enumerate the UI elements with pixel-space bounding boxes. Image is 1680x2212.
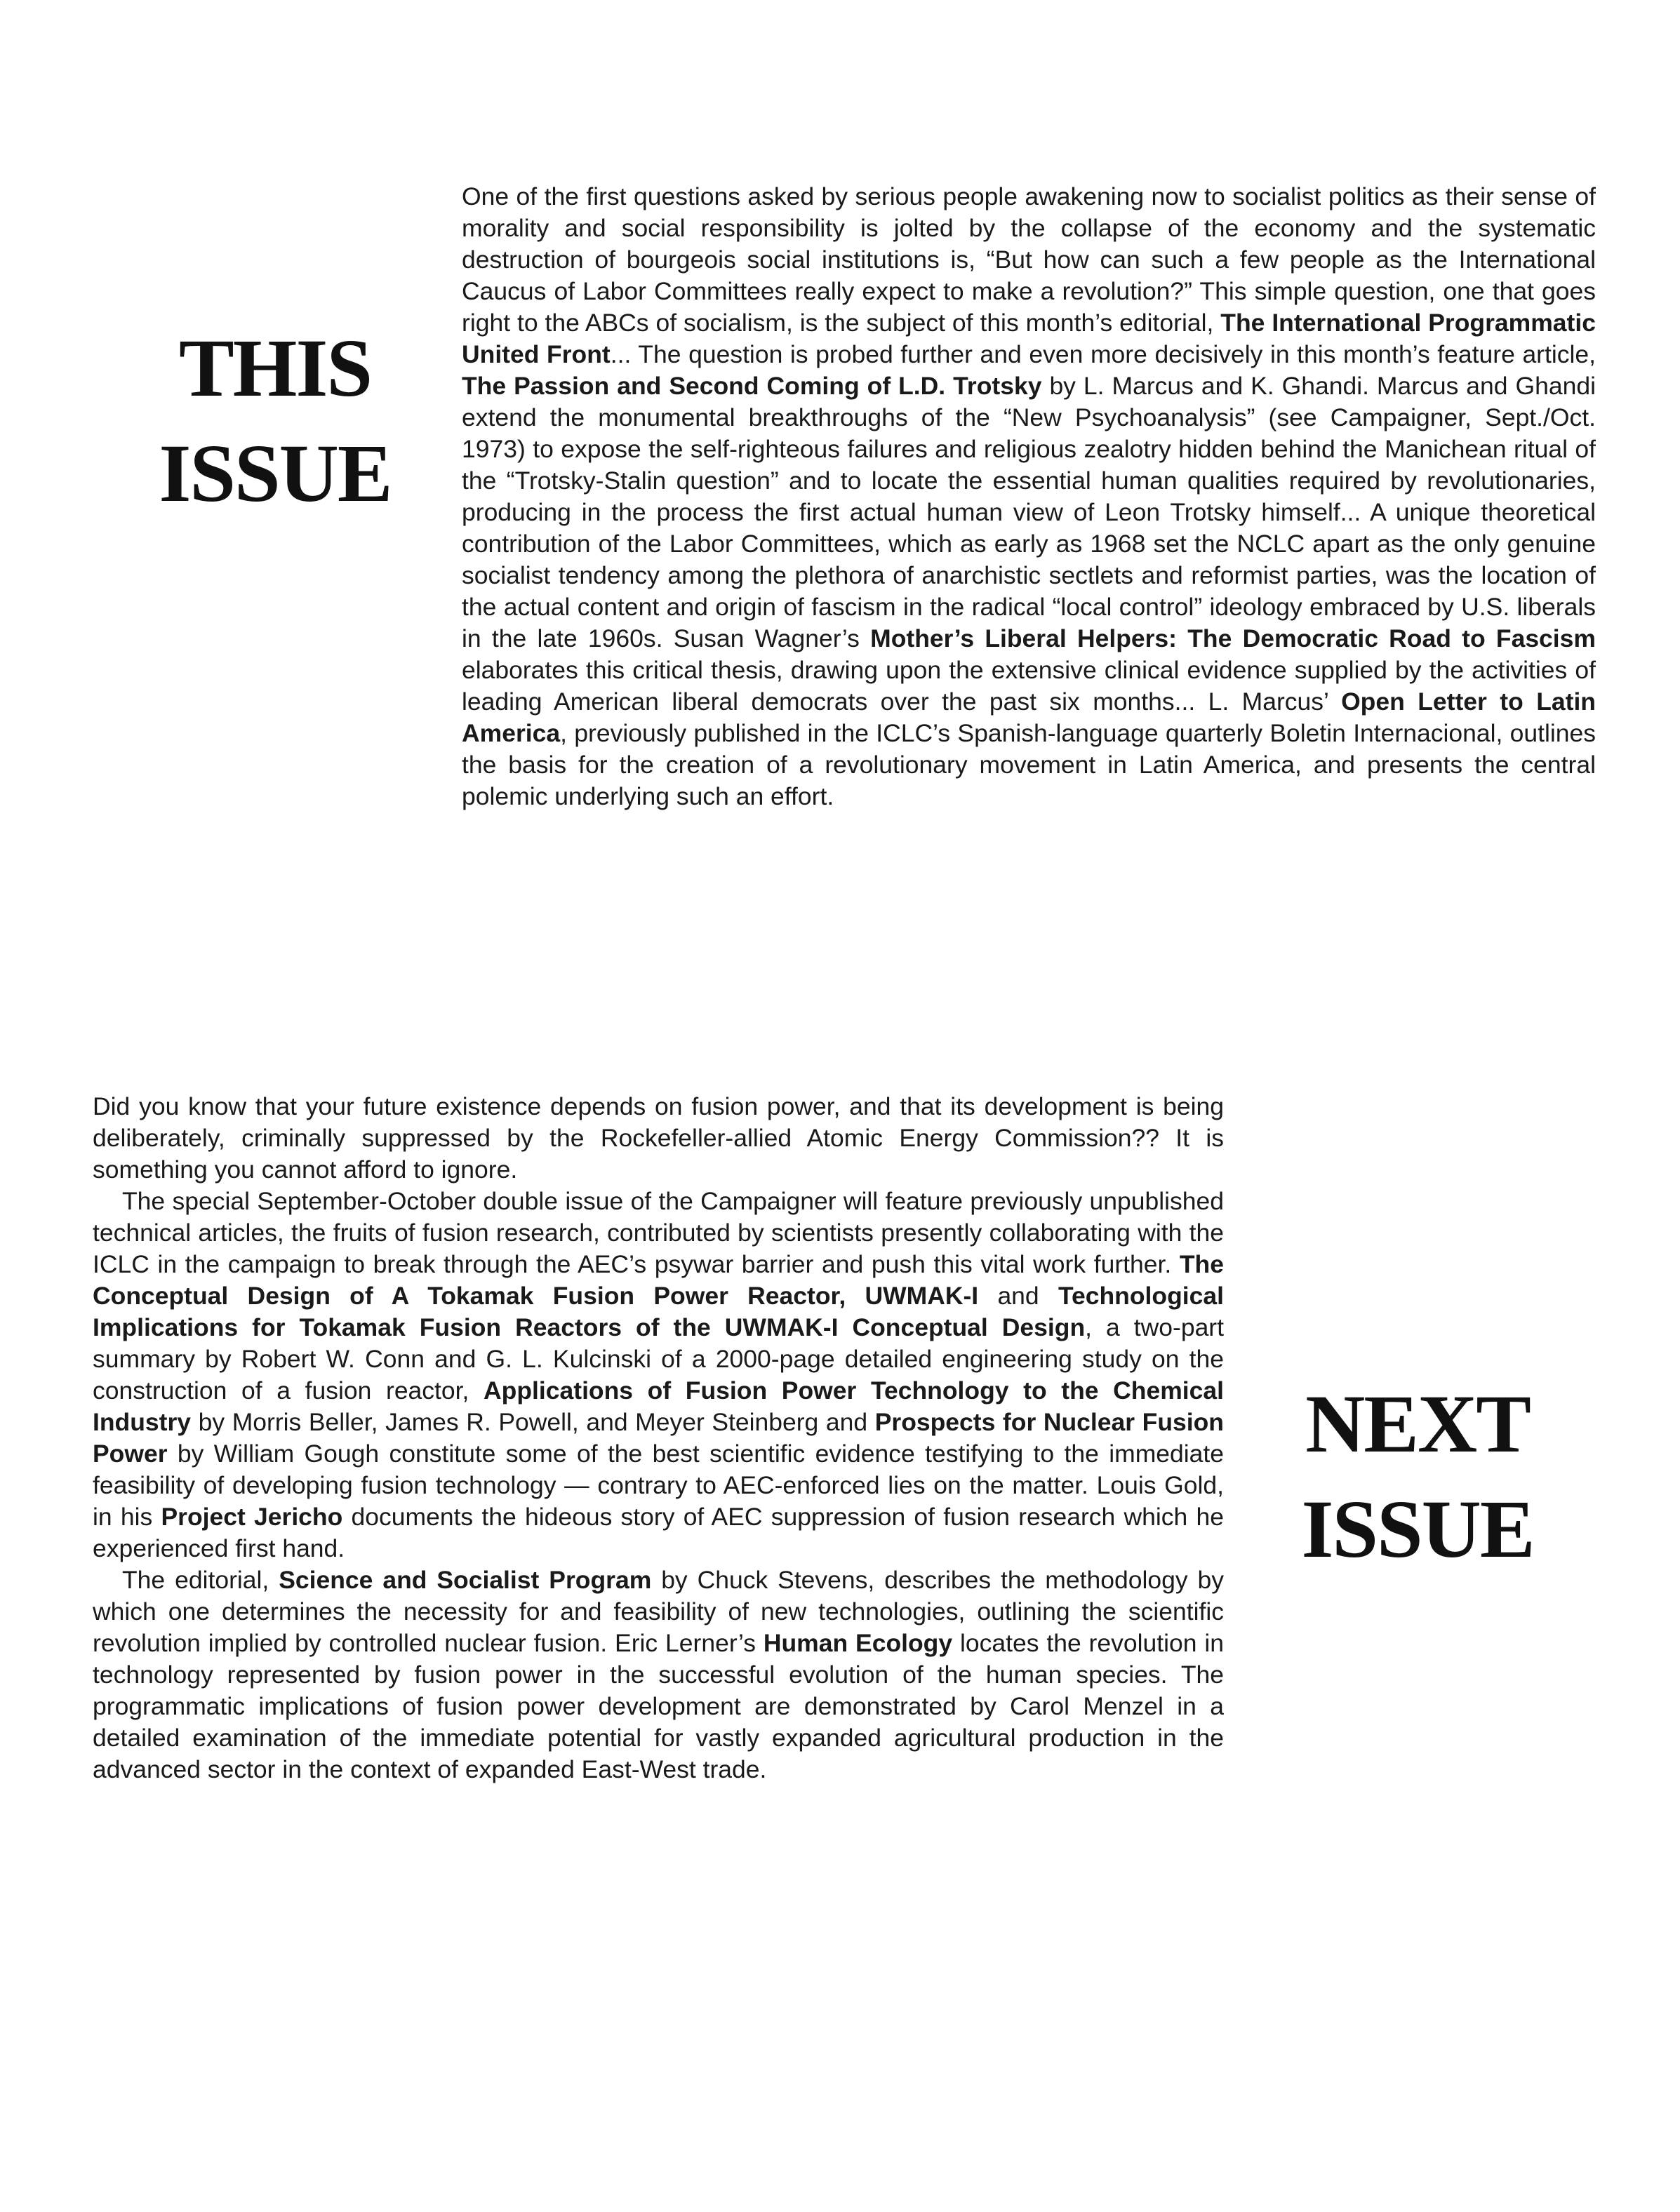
text-run: by William Gough constitute some of the best scientific evidence testifying to the immediate feasibility of developing fusion technology — contrary to AEC-enforced lies on the matter. Louis Gold, in his [93,1440,1224,1531]
this-issue-heading-line-2: ISSUE [159,427,392,519]
this-issue-paragraph [462,181,1596,812]
article-title-science-and-socialist-program: Science and Socialist Program [279,1566,652,1594]
text-run: locates the revolution in technology represented by fusion power in the successful evolution of the human species. The programmatic implications of fusion power development are demonstrated by Carol Menzel in a detailed examination of the immediate potential for vastly expanded agricultural production in the advanced sector in the context of expanded East-West trade. [93,1629,1224,1783]
this-issue-body [462,181,1596,812]
this-issue-heading [156,316,394,526]
next-issue-heading [1291,1372,1544,1582]
text-run: elaborates this critical thesis, drawing upon the extensive clinical evidence supplied by the activities of leading American liberal democrats over the past six months... L. Marcus’ [462,656,1596,716]
article-title-mothers-liberal-helpers: Mother’s Liberal Helpers: The Democratic Road to Fascism [870,624,1596,652]
text-run: by L. Marcus and K. Ghandi. Marcus and Ghandi extend the monumental breakthroughs of the “New Psychoanalysis” (see Campaigner, Sept./Oct. 1973) to expose the self-righteous failures and religious zealotry hidden behind the Manichean ritual of the “Trotsky-Stalin question” and to locate the essential human qualities required by revolutionaries, producing in the process the first actual human view of Leon Trotsky himself... A unique theoretical contribution of the Labor Committees, which as early as 1968 set the NCLC apart as the only genuine socialist tendency among the plethora of anarchistic sectlets and reformist parties, was the location of the actual content and origin of fascism in the radical “local control” ideology embraced by U.S. liberals in the late 1960s. Susan Wagner’s [462,372,1596,652]
article-title-technological-implications: Technological Implications for Tokamak Fusion Reactors of the UWMAK-I Conceptual Design [93,1282,1224,1341]
text-run: The editorial, [122,1566,269,1594]
text-run: , a two-part summary by Robert W. Conn and G. L. Kulcinski of a 2000-page detailed engineering study on the construction of a fusion reactor, [93,1313,1224,1405]
text-run: by Chuck Stevens, describes the methodology by which one determines the necessity for and feasibility of new technologies, outlining the scientific revolution implied by controlled nuclear fusion. Eric Lerner’s [93,1566,1224,1657]
article-title-international-programmatic-united-front: The International Programmatic United Front [462,309,1596,368]
article-title-conceptual-design-tokamak: The Conceptual Design of A Tokamak Fusion Power Reactor, UWMAK-I [93,1250,1224,1310]
next-issue-paragraph-1 [93,1091,1224,1186]
text-run: One of the first questions asked by serious people awakening now to socialist politics as their sense of morality and social responsibility is jolted by the collapse of the economy and the systematic destruction of bourgeois social institutions is, “But how can such a few people as the International Caucus of Labor Committees really expect to make a revolution?” This simple question, one that goes right to the ABCs of socialism, is the subject of this month’s editorial, [462,182,1596,337]
this-issue-heading-line-1: THIS [178,322,372,414]
article-title-open-letter-latin-america: Open Letter to Latin America [462,688,1596,747]
text-run: and [997,1282,1039,1310]
text-run: ... The question is probed further and even more decisively in this month’s feature article, [610,340,1596,368]
article-title-applications-fusion-power: Applications of Fusion Power Technology to the Chemical Industry [93,1376,1224,1436]
text-run: , previously published in the ICLC’s Spanish-language quarterly Boletin Internacional, outlines the basis for the creation of a revolutionary movement in Latin America, and presents the central polemic underlying such an effort. [462,719,1596,810]
next-issue-paragraph-3 [93,1564,1224,1785]
next-issue-heading-line-1: NEXT [1305,1378,1530,1470]
text-run: The special September-October double issue of the Campaigner will feature previously unpublished technical articles, the fruits of fusion research, contributed by scientists presently collaborating with the ICLC in the campaign to break through the AEC’s psywar barrier and push this vital work further. [93,1187,1224,1278]
text-run: by Morris Beller, James R. Powell, and Meyer Steinberg and [198,1408,868,1436]
next-issue-paragraph-2 [93,1186,1224,1564]
article-title-passion-and-second-coming: The Passion and Second Coming of L.D. Trotsky [462,372,1042,400]
text-run: Did you know that your future existence depends on fusion power, and that its development is being deliberately, criminally suppressed by the Rockefeller-allied Atomic Energy Commission?? It is something you cannot afford to ignore. [93,1092,1224,1184]
article-title-human-ecology: Human Ecology [763,1629,953,1657]
next-issue-body [93,1091,1224,1785]
article-title-prospects-nuclear-fusion: Prospects for Nuclear Fusion Power [93,1408,1224,1468]
text-run: documents the hideous story of AEC suppression of fusion research which he experienced first hand. [93,1503,1224,1562]
article-title-project-jericho: Project Jericho [161,1503,343,1531]
next-issue-heading-line-2: ISSUE [1301,1483,1534,1575]
